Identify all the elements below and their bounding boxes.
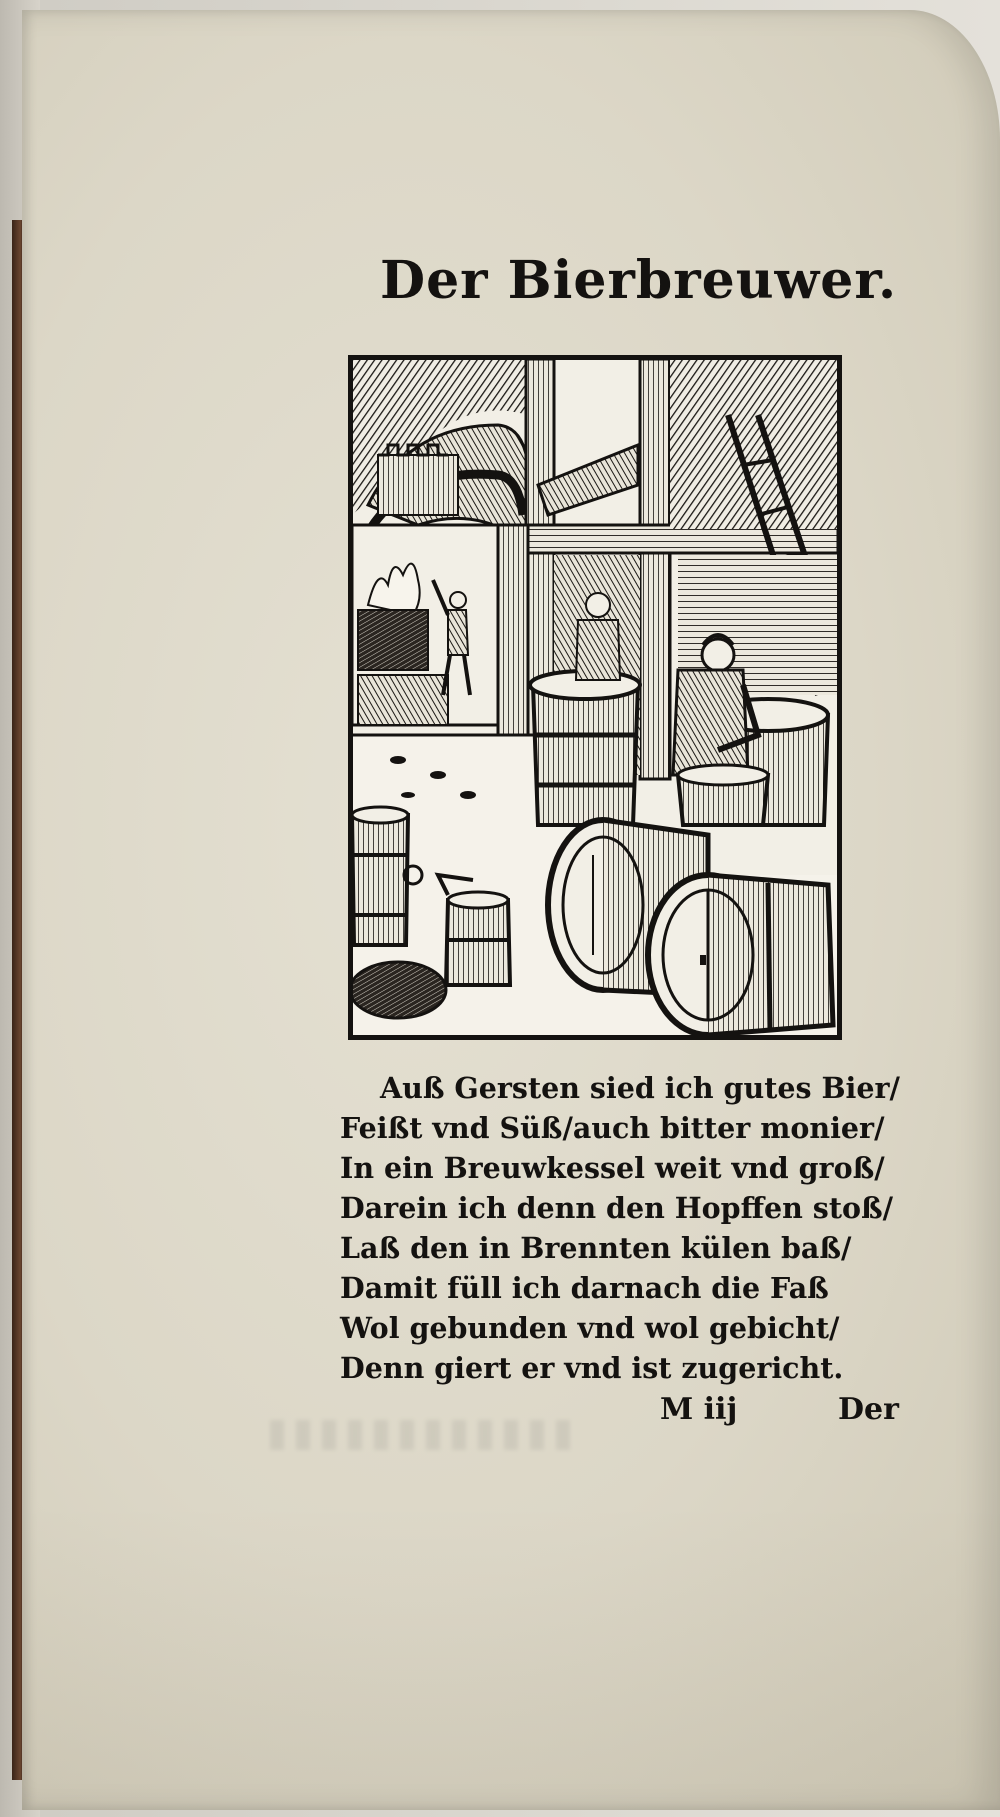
woodcut-illustration-brewer [348,355,842,1040]
printer-signature-mark: M iij [660,1392,738,1427]
catchword: Der [838,1392,899,1427]
page-shading [22,1500,1000,1810]
page-title: Der Bierbreuwer. [380,250,898,311]
poem-verse [340,1068,900,1388]
poem-line: Damit füll ich darnach die Faß [340,1271,829,1305]
poem-line: Denn giert er vnd ist zugericht. [340,1351,844,1385]
poem-line: Feißt vnd Süß/auch bitter monier/ [340,1111,885,1145]
woodcut-svg [348,355,842,1040]
poem-line: Wol gebunden vnd wol gebicht/ [340,1311,840,1345]
poem-line: Laß den in Brennten külen baß/ [340,1231,852,1265]
poem-line: In ein Breuwkessel weit vnd groß/ [340,1151,885,1185]
show-through-text [270,1420,570,1450]
barrel-front [648,875,833,1035]
poem-line: Auß Gersten sied ich gutes Bier/ [380,1071,900,1105]
poem-line: Darein ich denn den Hopffen stoß/ [340,1191,894,1225]
